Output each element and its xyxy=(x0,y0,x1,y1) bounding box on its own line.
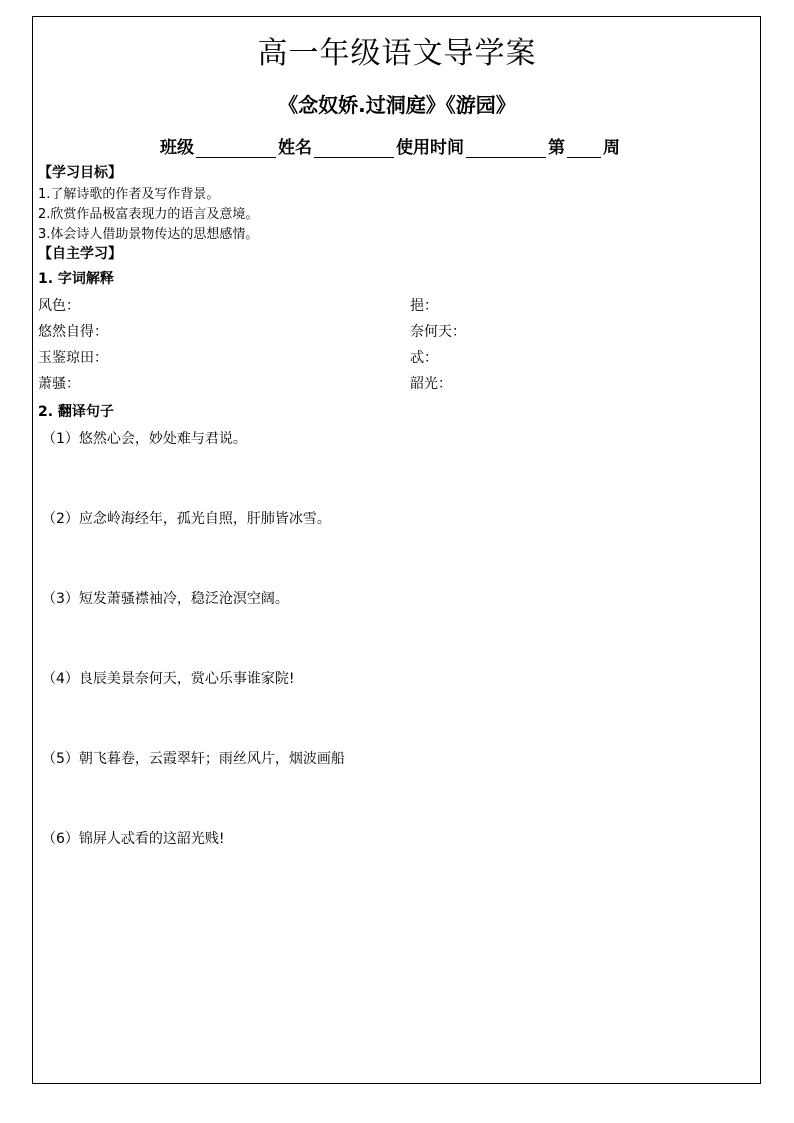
class-blank[interactable] xyxy=(196,137,276,158)
page-border xyxy=(32,16,761,1084)
week-prefix: 第 xyxy=(548,138,565,158)
class-label: 班级 xyxy=(160,138,194,158)
vocab-item: 挹： xyxy=(410,298,438,314)
vocab-item: 玉鉴琼田： xyxy=(38,350,108,366)
time-blank[interactable] xyxy=(466,137,546,158)
week-suffix: 周 xyxy=(603,138,620,158)
week-blank[interactable] xyxy=(567,137,601,158)
translate-sentence: （5）朝飞暮卷，云霞翠轩；雨丝风片，烟波画船 xyxy=(42,751,345,767)
self-study-heading: 【自主学习】 xyxy=(38,246,122,262)
objective-item: 1.了解诗歌的作者及写作背景。 xyxy=(38,187,220,202)
page-title: 高一年级语文导学案 xyxy=(257,36,537,71)
lesson-subtitle: 《念奴娇.过洞庭》《游园》 xyxy=(278,93,516,117)
translate-sentence: （4）良辰美景奈何天，赏心乐事谁家院! xyxy=(42,671,295,687)
objective-item: 2.欣赏作品极富表现力的语言及意境。 xyxy=(38,207,259,222)
vocab-item: 忒： xyxy=(410,350,438,366)
translate-sentence: （3）短发萧骚襟袖冷，稳泛沧溟空阔。 xyxy=(42,591,289,607)
vocab-item: 韶光： xyxy=(410,376,452,392)
translate-sentence: （6）锦屏人忒看的这韶光贱! xyxy=(42,831,225,847)
translate-sentence: （2）应念岭海经年，孤光自照，肝肺皆冰雪。 xyxy=(42,511,331,527)
vocab-heading: 1. 字词解释 xyxy=(38,271,114,287)
translate-heading: 2. 翻译句子 xyxy=(38,404,114,420)
name-blank[interactable] xyxy=(314,137,394,158)
objective-item: 3.体会诗人借助景物传达的思想感情。 xyxy=(38,227,259,242)
vocab-item: 萧骚： xyxy=(38,376,80,392)
objectives-heading: 【学习目标】 xyxy=(38,165,122,181)
name-label: 姓名 xyxy=(278,138,312,158)
vocab-item: 风色： xyxy=(38,298,80,314)
student-info-row xyxy=(160,133,620,158)
translate-sentence: （1）悠然心会，妙处难与君说。 xyxy=(42,431,247,447)
vocab-item: 悠然自得： xyxy=(38,324,108,340)
time-label: 使用时间 xyxy=(396,138,464,158)
vocab-item: 奈何天： xyxy=(410,324,466,340)
